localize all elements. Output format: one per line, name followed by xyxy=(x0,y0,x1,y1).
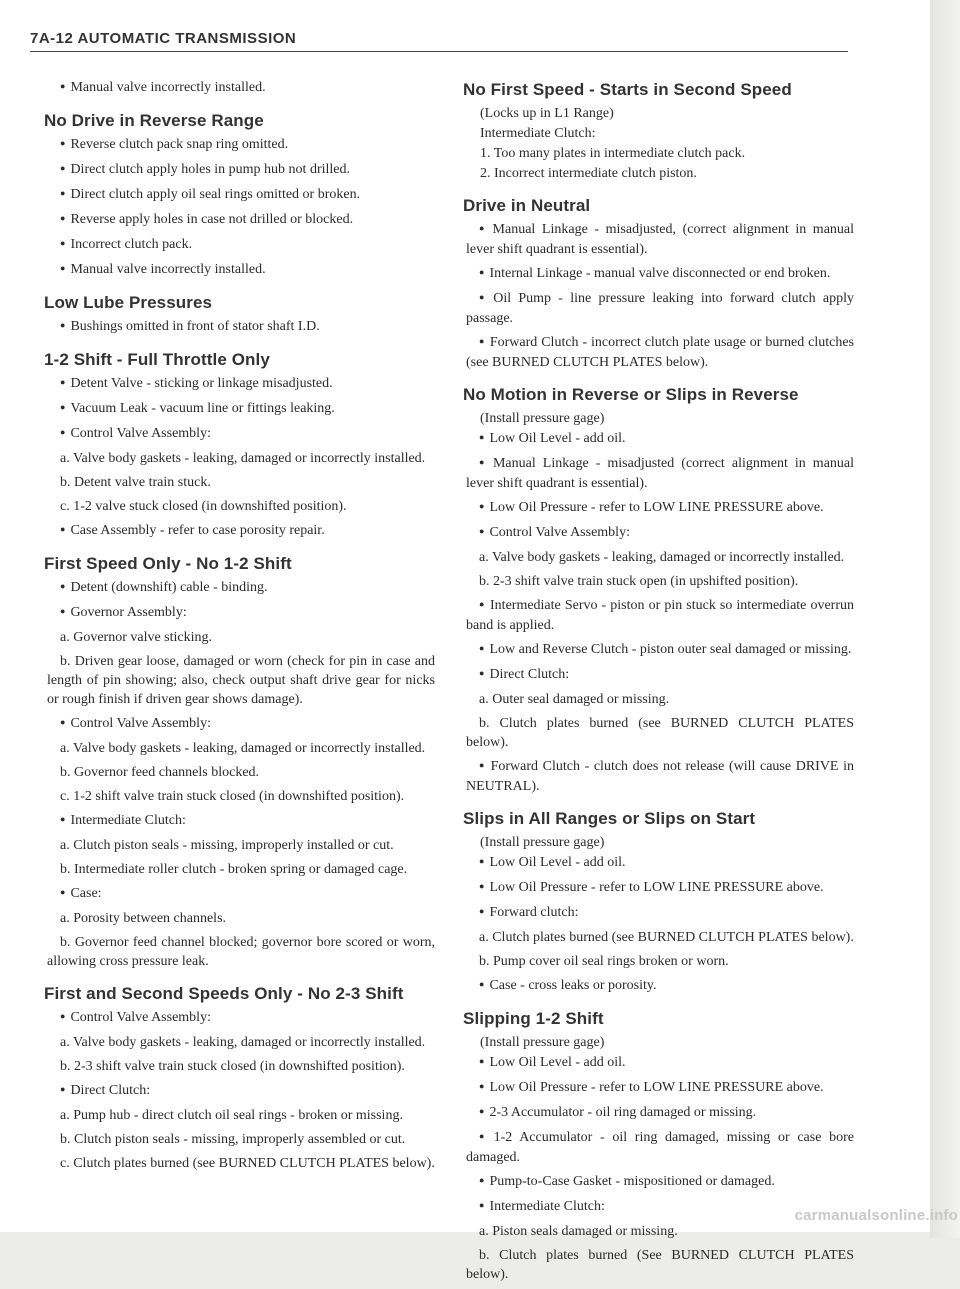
bullet-item: ● Bushings omitted in front of stator shaft I.D. xyxy=(47,317,435,337)
bullet-item: ● Direct clutch apply holes in pump hub not drilled. xyxy=(47,160,435,180)
sub-item: b. 2-3 shift valve train stuck closed (in downshifted position). xyxy=(60,1059,405,1074)
bullet-item: ● Control Valve Assembly: xyxy=(47,1008,435,1028)
bullet-item: ● Low Oil Level - add oil. xyxy=(466,853,854,873)
section-heading: 1-2 Shift - Full Throttle Only xyxy=(44,350,270,369)
sub-item: a. Piston seals damaged or missing. xyxy=(479,1224,678,1239)
bullet-item: ● 1-2 Accumulator - oil ring damaged, missing or case bore damaged. xyxy=(466,1128,854,1167)
sub-item: a. Valve body gaskets - leaking, damaged or incorrectly installed. xyxy=(60,451,426,466)
section-heading: Drive in Neutral xyxy=(463,196,591,215)
bullet-item: ● Reverse apply holes in case not drilled or blocked. xyxy=(47,210,435,230)
left-column xyxy=(44,78,435,1178)
bullet-item: ● Low and Reverse Clutch - piston outer seal damaged or missing. xyxy=(466,640,854,660)
bullet-item: ● Forward clutch: xyxy=(466,903,854,923)
sub-item: b. Driven gear loose, damaged or worn (check for pin in case and length of pin showing; also, check output shaft drive gear for nicks or rough finish if driven gear shows damage). xyxy=(47,654,435,707)
bullet-item: ● 2-3 Accumulator - oil ring damaged or missing. xyxy=(466,1103,854,1123)
watermark: carmanualsonline.info xyxy=(794,1207,958,1224)
bullet-item: ● Vacuum Leak - vacuum line or fittings leaking. xyxy=(47,399,435,419)
bullet-item: ● Intermediate Clutch: xyxy=(47,811,435,831)
sub-item: c. Clutch plates burned (see BURNED CLUTCH PLATES below). xyxy=(60,1156,435,1171)
section-heading: No First Speed - Starts in Second Speed xyxy=(463,80,792,99)
sub-item: b. Intermediate roller clutch - broken spring or damaged cage. xyxy=(60,862,408,877)
bullet-item: ● Case: xyxy=(47,884,435,904)
sub-item: b. Clutch plates burned (See BURNED CLUTCH PLATES below). xyxy=(466,1248,854,1282)
note-line: Intermediate Clutch: xyxy=(480,126,596,141)
section-heading: First and Second Speeds Only - No 2-3 Shift xyxy=(44,984,404,1003)
bullet-item: ● Pump-to-Case Gasket - mispositioned or damaged. xyxy=(466,1172,854,1192)
sub-item: b. Governor feed channels blocked. xyxy=(60,765,260,780)
sub-item: b. Clutch piston seals - missing, improperly assembled or cut. xyxy=(60,1132,406,1147)
bullet-item: ● Direct clutch apply oil seal rings omitted or broken. xyxy=(47,185,435,205)
bullet-item: ● Case - cross leaks or porosity. xyxy=(466,976,854,996)
bullet-item: ● Reverse clutch pack snap ring omitted. xyxy=(47,135,435,155)
bullet-item: ● Manual Linkage - misadjusted (correct alignment in manual lever shift quadrant is essential). xyxy=(466,454,854,493)
bullet-item: ● Oil Pump - line pressure leaking into forward clutch apply passage. xyxy=(466,289,854,328)
section-heading: First Speed Only - No 1-2 Shift xyxy=(44,554,292,573)
page-header: 7A-12 AUTOMATIC TRANSMISSION xyxy=(30,30,848,52)
bullet-item: ● Intermediate Clutch: xyxy=(466,1197,854,1217)
bullet-item: ● Low Oil Pressure - refer to LOW LINE PRESSURE above. xyxy=(466,878,854,898)
note-line: (Install pressure gage) xyxy=(480,411,605,426)
bullet-item: ● Governor Assembly: xyxy=(47,603,435,623)
page-edge-shadow xyxy=(930,0,960,1238)
bullet-item: ● Low Oil Pressure - refer to LOW LINE PRESSURE above. xyxy=(466,1078,854,1098)
bullet-item: ● Control Valve Assembly: xyxy=(47,424,435,444)
sub-item: a. Porosity between channels. xyxy=(60,911,227,926)
bullet-item: ● Detent (downshift) cable - binding. xyxy=(47,578,435,598)
section-heading: Slips in All Ranges or Slips on Start xyxy=(463,809,756,828)
sub-item: b. Detent valve train stuck. xyxy=(60,475,211,490)
bullet-item: ● Manual Linkage - misadjusted, (correct alignment in manual lever shift quadrant is essential). xyxy=(466,220,854,259)
bullet-item: ● Manual valve incorrectly installed. xyxy=(47,78,435,98)
sub-item: a. Clutch piston seals - missing, improperly installed or cut. xyxy=(60,838,394,853)
bullet-item: ● Control Valve Assembly: xyxy=(466,523,854,543)
bullet-item: ● Direct Clutch: xyxy=(47,1081,435,1101)
section-heading: No Drive in Reverse Range xyxy=(44,111,264,130)
note-line: 1. Too many plates in intermediate clutch pack. xyxy=(480,146,746,161)
sub-item: c. 1-2 valve stuck closed (in downshifted position). xyxy=(60,499,347,514)
note-line: (Install pressure gage) xyxy=(480,835,605,850)
sub-item: a. Valve body gaskets - leaking, damaged or incorrectly installed. xyxy=(60,1035,426,1050)
bullet-item: ● Detent Valve - sticking or linkage misadjusted. xyxy=(47,374,435,394)
sub-item: a. Valve body gaskets - leaking, damaged or incorrectly installed. xyxy=(479,550,845,565)
bullet-item: ● Intermediate Servo - piston or pin stuck so intermediate overrun band is applied. xyxy=(466,596,854,635)
bullet-item: ● Incorrect clutch pack. xyxy=(47,235,435,255)
bullet-item: ● Low Oil Level - add oil. xyxy=(466,429,854,449)
bullet-item: ● Direct Clutch: xyxy=(466,665,854,685)
bullet-item: ● Case Assembly - refer to case porosity repair. xyxy=(47,521,435,541)
bullet-item: ● Control Valve Assembly: xyxy=(47,714,435,734)
bullet-item: ● Manual valve incorrectly installed. xyxy=(47,260,435,280)
bullet-item: ● Low Oil Pressure - refer to LOW LINE PRESSURE above. xyxy=(466,498,854,518)
bullet-item: ● Internal Linkage - manual valve disconnected or end broken. xyxy=(466,264,854,284)
sub-item: b. Pump cover oil seal rings broken or worn. xyxy=(479,954,729,969)
bullet-item: ● Low Oil Level - add oil. xyxy=(466,1053,854,1073)
sub-item: b. 2-3 shift valve train stuck open (in upshifted position). xyxy=(479,574,799,589)
right-column xyxy=(463,80,855,1289)
bullet-item: ● Forward Clutch - incorrect clutch plate usage or burned clutches (see BURNED CLUTCH PLATES below). xyxy=(466,333,854,372)
sub-item: c. 1-2 shift valve train stuck closed (in downshifted position). xyxy=(60,789,405,804)
sub-item: b. Clutch plates burned (see BURNED CLUTCH PLATES below). xyxy=(466,716,854,750)
section-heading: Slipping 1-2 Shift xyxy=(463,1009,604,1028)
sub-item: a. Clutch plates burned (see BURNED CLUTCH PLATES below). xyxy=(479,930,854,945)
note-line: 2. Incorrect intermediate clutch piston. xyxy=(480,166,697,181)
note-line: (Locks up in L1 Range) xyxy=(480,106,614,121)
sub-item: b. Governor feed channel blocked; governor bore scored or worn, allowing cross pressure leak. xyxy=(47,935,435,969)
section-heading: Low Lube Pressures xyxy=(44,293,213,312)
note-line: (Install pressure gage) xyxy=(480,1035,605,1050)
sub-item: a. Governor valve sticking. xyxy=(60,630,213,645)
sub-item: a. Valve body gaskets - leaking, damaged or incorrectly installed. xyxy=(60,741,426,756)
bullet-item: ● Forward Clutch - clutch does not release (will cause DRIVE in NEUTRAL). xyxy=(466,757,854,796)
section-heading: No Motion in Reverse or Slips in Reverse xyxy=(463,385,799,404)
sub-item: a. Outer seal damaged or missing. xyxy=(479,692,670,707)
sub-item: a. Pump hub - direct clutch oil seal rings - broken or missing. xyxy=(60,1108,403,1123)
